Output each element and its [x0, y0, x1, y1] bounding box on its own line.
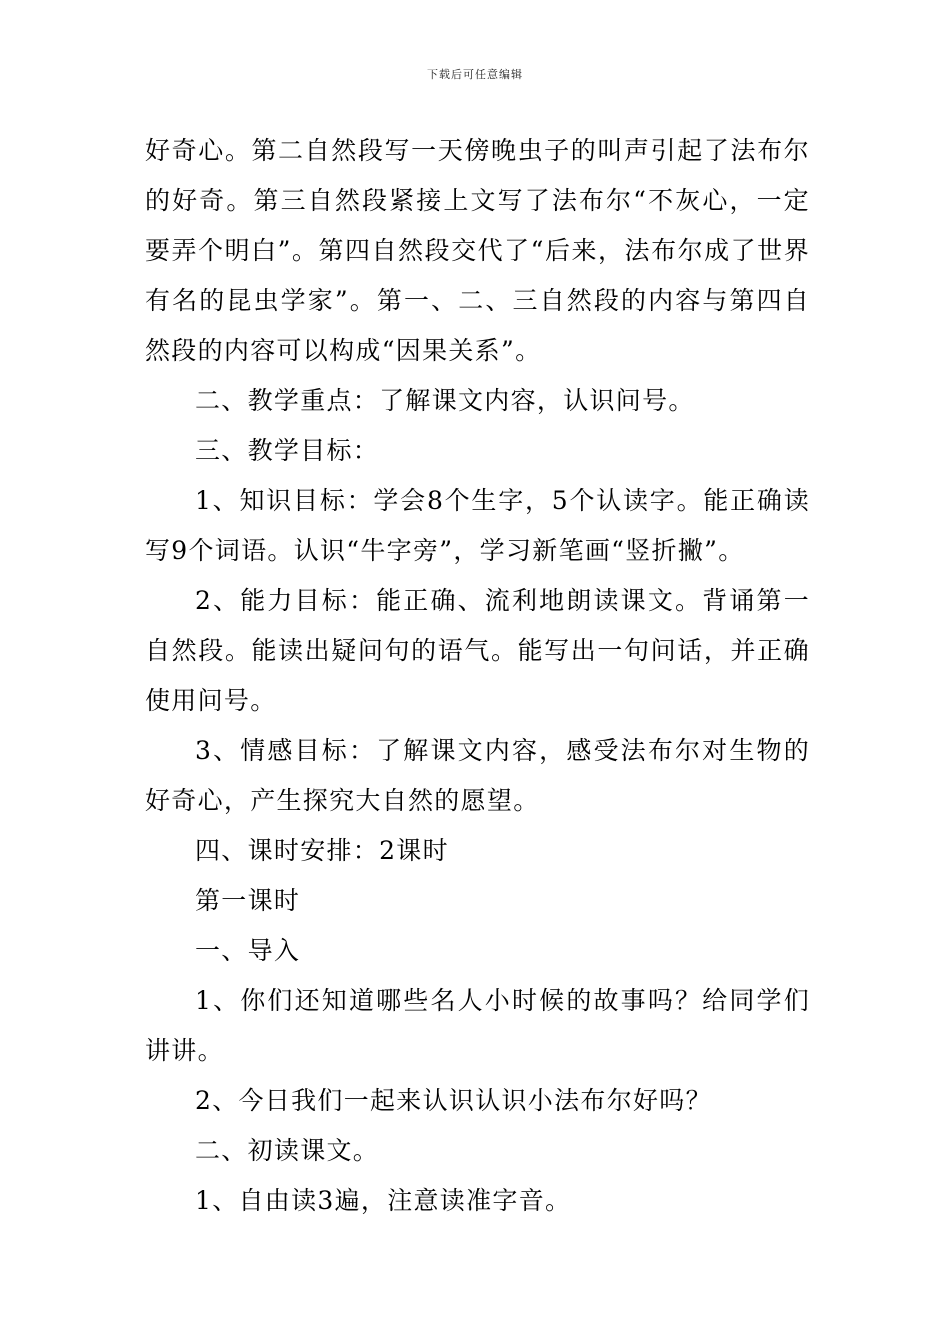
paragraph-ability-goal: 2、能力目标：能正确、流利地朗读课文。背诵第一自然段。能读出疑问句的语气。能写出一句问话，并正确使用问号。 [145, 586, 810, 715]
paragraph-first-reading-heading: 二、初读课文。 [195, 1136, 380, 1165]
page-header: 下载后可任意编辑 [427, 68, 523, 81]
paragraph-teaching-focus: 二、教学重点：了解课文内容，认识问号。 [195, 386, 695, 415]
paragraph-schedule: 四、课时安排：2课时 [195, 836, 449, 865]
paragraph-intro-item-1: 1、你们还知道哪些名人小时候的故事吗？给同学们讲讲。 [145, 986, 810, 1065]
paragraph-teaching-goals-heading: 三、教学目标： [195, 436, 380, 465]
paragraph-emotion-goal: 3、情感目标：了解课文内容，感受法布尔对生物的好奇心，产生探究大自然的愿望。 [145, 736, 810, 815]
paragraph-reading-item-1: 1、自由读3遍，注意读准字音。 [195, 1186, 572, 1215]
paragraph-intro-item-2: 2、今日我们一起来认识认识小法布尔好吗？ [195, 1086, 712, 1115]
document-body [145, 126, 810, 1226]
paragraph-introduction-heading: 一、导入 [195, 936, 301, 965]
paragraph-knowledge-goal: 1、知识目标：学会8个生字，5个认读字。能正确读写9个词语。认识“牛字旁”，学习新笔画“竖折撇”。 [145, 486, 810, 565]
paragraph-continuation: 好奇心。第二自然段写一天傍晚虫子的叫声引起了法布尔的好奇。第三自然段紧接上文写了法布尔“不灰心，一定要弄个明白”。第四自然段交代了“后来，法布尔成了世界有名的昆虫学家”。第一、二、三自然段的内容与第四自然段的内容可以构成“因果关系”。 [145, 136, 810, 365]
paragraph-first-lesson-heading: 第一课时 [195, 886, 301, 915]
